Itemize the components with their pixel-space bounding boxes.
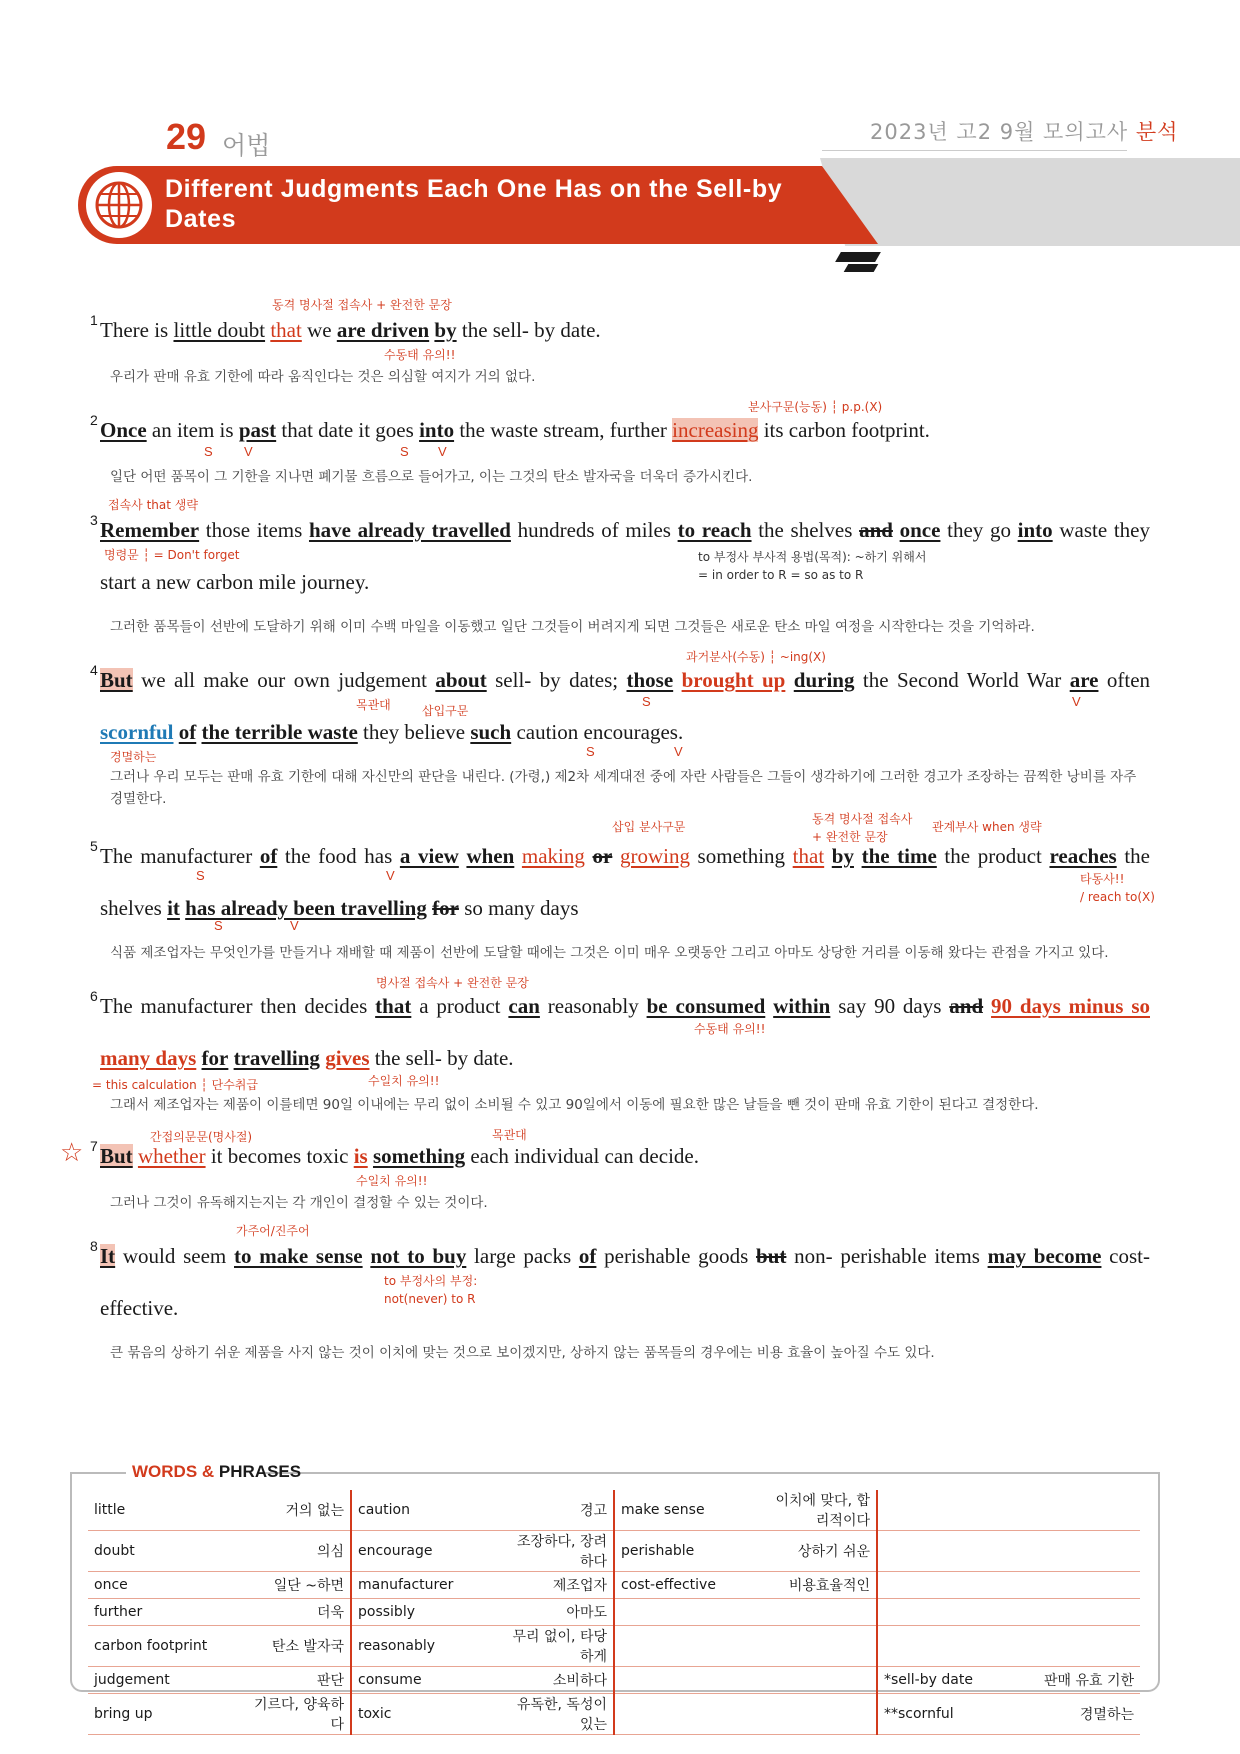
vocab-term: carbon footprint [88, 1626, 238, 1667]
vocab-meaning: 판단 [238, 1667, 351, 1694]
verb-mark: V [674, 744, 683, 759]
vocab-meaning: 경멸하는 [1027, 1694, 1140, 1735]
text [893, 518, 900, 542]
annotation: / reach to(X) [1080, 890, 1155, 904]
text: whether [137, 1144, 206, 1168]
text: the shelves [751, 518, 860, 542]
sentence-7 [90, 1130, 1150, 1182]
text: we all make our own judgement [132, 668, 436, 692]
sentence-number: 8 [90, 1238, 98, 1254]
sentence-number: 7 [90, 1138, 98, 1154]
text: during [793, 668, 855, 692]
passage-title: Different Judgments Each One Has on the Sell-by Dates [165, 175, 783, 233]
verb-mark: V [1072, 694, 1081, 709]
text: so many days [458, 896, 579, 920]
text: gives [325, 1046, 370, 1070]
text: and [859, 518, 893, 542]
text: they go [940, 518, 1018, 542]
title-part: WORDS [132, 1462, 198, 1481]
annotation: to 부정사 부사적 용법(목적): ~하기 위해서 [698, 550, 927, 564]
vocab-meaning: 판매 유효 기한 [1027, 1667, 1140, 1694]
text: the sell- by date. [369, 1046, 514, 1070]
subject-mark: S [400, 444, 409, 459]
vocab-meaning: 아마도 [501, 1599, 614, 1626]
annotation: + 완전한 문장 [812, 830, 888, 844]
annotation: 접속사 that 생략 [108, 498, 198, 512]
text: has already been travelling [185, 896, 427, 920]
translation-7: 그러나 그것이 유독해지는지는 각 개인이 결정할 수 있는 것이다. [110, 1195, 488, 1211]
vocab-term: caution [351, 1490, 501, 1531]
text: can [508, 994, 540, 1018]
text: It [100, 1244, 116, 1268]
text: the waste stream, further [454, 418, 673, 442]
text: say 90 days [830, 994, 950, 1018]
question-type: 어법 [222, 131, 271, 160]
text: we [301, 318, 337, 342]
vocab-term [877, 1531, 1027, 1572]
text [785, 668, 793, 692]
text: be consumed [646, 994, 766, 1018]
text: not to buy [370, 1244, 467, 1268]
text: perishable goods [596, 1244, 757, 1268]
vocab-term: cost-effective [614, 1572, 764, 1599]
vocab-meaning [1027, 1572, 1140, 1599]
table-row [88, 1599, 1140, 1626]
sentence-number: 2 [90, 412, 98, 428]
table-row [88, 1572, 1140, 1599]
text: of [259, 844, 278, 868]
text [673, 668, 681, 692]
text: Remember [100, 518, 200, 542]
translation-6: 그래서 제조업자는 제품이 이를테면 90일 이내에는 무리 없이 소비될 수 있고 90일에서 이동에 필요한 많은 날들을 뺀 것이 판매 유효 기한이 된다고 결정한다. [110, 1097, 1039, 1113]
annotation: 분사구문(능동) ┆ p.p.(X) [748, 400, 883, 414]
vocab-meaning [1027, 1626, 1140, 1667]
vocab-meaning [764, 1694, 877, 1735]
text: but [756, 1244, 787, 1268]
text: they believe [357, 720, 471, 744]
vocab-term: toxic [351, 1694, 501, 1735]
vocab-meaning: 의심 [238, 1531, 351, 1572]
text [854, 844, 862, 868]
translation-4: 그러나 우리 모두는 판매 유효 기한에 대해 자신만의 판단을 내린다. (가령,) 제2차 세계대전 중에 자란 사람들은 그들이 생각하기에 그러한 경고가 조장하는 끔찍한 낭비를 자주 경멸한다. [110, 769, 1137, 807]
text: the sell- by date. [456, 318, 601, 342]
verb-mark: V [386, 868, 395, 883]
annotation: 간접의문문(명사절) [150, 1130, 253, 1144]
table-row [88, 1626, 1140, 1667]
text: the time [861, 844, 937, 868]
vocab-term: make sense [614, 1490, 764, 1531]
vocab-meaning: 이치에 맞다, 합리적이다 [764, 1490, 877, 1531]
vocab-meaning: 소비하다 [501, 1667, 614, 1694]
exam-label-highlight: 분석 [1135, 120, 1179, 144]
vocab-term: judgement [88, 1667, 238, 1694]
text: past [238, 418, 277, 442]
text: of [578, 1244, 597, 1268]
annotation: 명령문 ┆ = Don't forget [104, 548, 240, 562]
text [983, 994, 991, 1018]
title-part: PHRASES [218, 1462, 302, 1481]
vocab-meaning [764, 1626, 877, 1667]
text: the product [936, 844, 1050, 868]
text: or [592, 844, 613, 868]
vocab-term: possibly [351, 1599, 501, 1626]
text [514, 844, 522, 868]
text: it [167, 896, 180, 920]
vocab-term: doubt [88, 1531, 238, 1572]
table-row [88, 1490, 1140, 1531]
sentence-number: 1 [90, 312, 98, 328]
annotation: 타동사!! [1080, 872, 1125, 886]
text: that [270, 318, 302, 342]
table-row [88, 1694, 1140, 1735]
vocab-meaning [1027, 1490, 1140, 1531]
translation-1: 우리가 판매 유효 기한에 따라 움직인다는 것은 의심할 여지가 거의 없다. [110, 369, 536, 385]
subject-mark: S [586, 744, 595, 759]
text [765, 994, 773, 1018]
text: The manufacturer then decides [100, 994, 376, 1018]
text: an item is [146, 418, 239, 442]
sentence-number: 6 [90, 988, 98, 1004]
text: the food has [277, 844, 400, 868]
annotation: 동격 명사절 접속사 + 완전한 문장 [272, 298, 452, 312]
vocab-term [877, 1572, 1027, 1599]
subject-mark: S [642, 694, 651, 709]
text: for [432, 896, 459, 920]
vocab-term [877, 1490, 1027, 1531]
text: brought up [681, 668, 786, 692]
sentence-number: 4 [90, 662, 98, 678]
text: of [178, 720, 197, 744]
text: would seem [115, 1244, 234, 1268]
sentence-6 [90, 980, 1150, 1084]
vocab-meaning: 비용효율적인 [764, 1572, 877, 1599]
vocab-meaning: 상하기 쉬운 [764, 1531, 877, 1572]
vocab-meaning: 기르다, 양육하다 [238, 1694, 351, 1735]
vocab-meaning: 조장하다, 장려하다 [501, 1531, 614, 1572]
text: that date it goes [276, 418, 420, 442]
text: growing [619, 844, 690, 868]
sentence-5 [90, 830, 1150, 934]
vocab-meaning: 일단 ~하면 [238, 1572, 351, 1599]
star-icon: ☆ [60, 1138, 84, 1168]
vocab-term [877, 1599, 1027, 1626]
vocab-meaning: 경고 [501, 1490, 614, 1531]
vocab-term: little [88, 1490, 238, 1531]
text: the terrible waste [201, 720, 358, 744]
vocab-term [614, 1599, 764, 1626]
text: into [419, 418, 455, 442]
text: a product [411, 994, 509, 1018]
vocab-term: further [88, 1599, 238, 1626]
sentence-8 [90, 1230, 1150, 1334]
annotation: = in order to R = so as to R [698, 568, 864, 582]
text: by [434, 318, 457, 342]
text: reasonably [539, 994, 647, 1018]
text: scornful [100, 720, 174, 744]
text: into [1017, 518, 1053, 542]
text: The manufacturer [100, 844, 260, 868]
subject-mark: S [214, 918, 223, 933]
vocab-meaning: 더욱 [238, 1599, 351, 1626]
annotation: 동격 명사절 접속사 [812, 812, 913, 826]
text: making [521, 844, 585, 868]
translation-3: 그러한 품목들이 선반에 도달하기 위해 이미 수백 마일을 이동했고 일단 그것들이 버려지게 되면 그것들은 새로운 탄소 마일 여정을 시작한다는 것을 기억하라. [110, 619, 1035, 635]
text: once [899, 518, 941, 542]
text: caution encourages. [511, 720, 684, 744]
annotation: 수일치 유의!! [368, 1074, 440, 1088]
translation-2: 일단 어떤 품목이 그 기한을 지나면 폐기물 흐름으로 들어가고, 이는 그것의 탄소 발자국을 더욱더 증가시킨다. [110, 469, 753, 485]
sentence-number: 5 [90, 838, 98, 854]
annotation: 경멸하는 [110, 750, 157, 764]
vocab-meaning [1027, 1531, 1140, 1572]
text: that [375, 994, 412, 1018]
sentence-number: 3 [90, 512, 98, 528]
vocab-term: *sell-by date [877, 1667, 1027, 1694]
annotation: 삽입 분사구문 [612, 820, 686, 834]
vocab-term: manufacturer [351, 1572, 501, 1599]
vocab-meaning: 탄소 발자국 [238, 1626, 351, 1667]
text: a view [399, 844, 459, 868]
annotation: 가주어/진주어 [236, 1224, 310, 1238]
text: Once [100, 418, 147, 442]
translation-5: 식품 제조업자는 무엇인가를 만들거나 재배할 때 제품이 선반에 도달할 때에는 그것은 이미 매우 오랫동안 그리고 아마도 상당한 거리를 이동해 왔다는 관점을 가지고 있다. [110, 945, 1109, 961]
annotation: = this calculation ┆ 단수취급 [92, 1078, 258, 1092]
translation-8: 큰 묶음의 상하기 쉬운 제품을 사지 않는 것이 이치에 맞는 것으로 보이겠지만, 상하지 않는 품목들의 경우에는 비용 효율이 높아질 수도 있다. [110, 1345, 935, 1361]
text: reaches [1049, 844, 1117, 868]
divider [822, 150, 1127, 151]
annotation: 수동태 유의!! [694, 1022, 766, 1036]
vocab-meaning: 제조업자 [501, 1572, 614, 1599]
decoration [844, 264, 879, 272]
table-row [88, 1531, 1140, 1572]
text: something [689, 844, 793, 868]
annotation: 수동태 유의!! [384, 348, 456, 362]
table-row [88, 1667, 1140, 1694]
vocab-term [614, 1694, 764, 1735]
subject-mark: S [204, 444, 213, 459]
text: often [1098, 668, 1151, 692]
exam-label [870, 116, 1178, 146]
text: travelling [233, 1046, 320, 1070]
text: But [100, 1144, 133, 1168]
text: by [831, 844, 854, 868]
text: is [353, 1144, 368, 1168]
text: that [792, 844, 825, 868]
vocab-term: encourage [351, 1531, 501, 1572]
text: something [372, 1144, 466, 1168]
text: the shelves [100, 844, 1150, 920]
text: within [773, 994, 831, 1018]
sentence-1 [90, 304, 1150, 356]
text [824, 844, 832, 868]
annotation: not(never) to R [384, 1292, 476, 1306]
decoration [835, 252, 881, 262]
vocab-term [614, 1667, 764, 1694]
vocab-meaning [764, 1667, 877, 1694]
vocab-term: consume [351, 1667, 501, 1694]
text: have already travelled [308, 518, 511, 542]
text: to make sense [234, 1244, 363, 1268]
text: large packs [466, 1244, 579, 1268]
annotation: to 부정사의 부정: [384, 1274, 478, 1288]
vocab-term: bring up [88, 1694, 238, 1735]
vocab-term [614, 1626, 764, 1667]
text: it becomes toxic [205, 1144, 354, 1168]
annotation: 과거분사(수동) ┆ ~ing(X) [686, 650, 826, 664]
text: waste they start a new carbon mile journey. [100, 518, 1150, 594]
vocab-term: **scornful [877, 1694, 1027, 1735]
annotation: 목관대 [492, 1128, 527, 1142]
verb-mark: V [290, 918, 299, 933]
title-part: & [201, 1462, 215, 1481]
vocab-meaning: 무리 없이, 타당하게 [501, 1626, 614, 1667]
annotation: 삽입구문 [422, 704, 469, 718]
annotation: 관계부사 when 생략 [932, 820, 1042, 834]
verb-mark: V [438, 444, 447, 459]
text: hundreds of miles [510, 518, 678, 542]
sentence-3 [90, 504, 1150, 608]
exam-label-text: 2023년 고2 9월 모의고사 [870, 120, 1136, 144]
vocab-term: once [88, 1572, 238, 1599]
text: its carbon footprint. [758, 418, 930, 442]
text: are driven [336, 318, 430, 342]
globe-icon [86, 172, 152, 238]
vocab-meaning [764, 1599, 877, 1626]
vocab-term [877, 1626, 1027, 1667]
text: about [435, 668, 487, 692]
vocab-meaning [1027, 1599, 1140, 1626]
text: sell- by dates; [486, 668, 627, 692]
text: those [626, 668, 674, 692]
text: may become [987, 1244, 1102, 1268]
vocab-meaning: 유독한, 독성이 있는 [501, 1694, 614, 1735]
text: for [201, 1046, 229, 1070]
text: when [466, 844, 515, 868]
subject-mark: S [196, 868, 205, 883]
sentence-4 [90, 654, 1151, 758]
vocab-meaning: 거의 없는 [238, 1490, 351, 1531]
text: and [949, 994, 984, 1018]
vocab-table [88, 1490, 1140, 1735]
text: each individual can decide. [465, 1144, 699, 1168]
text: cost- effective. [100, 1244, 1150, 1320]
text: But [100, 668, 133, 692]
text: little doubt [173, 318, 266, 342]
text: the Second World War [854, 668, 1070, 692]
text: those items [199, 518, 309, 542]
text: to reach [677, 518, 752, 542]
text: non- perishable items [786, 1244, 988, 1268]
words-phrases-title [132, 1462, 301, 1482]
text [612, 844, 620, 868]
title-band-shadow [820, 158, 1240, 246]
question-number: 29 [166, 116, 207, 157]
text: are [1069, 668, 1099, 692]
text: such [470, 720, 512, 744]
text [585, 844, 593, 868]
text: 90 days minus so many days [100, 994, 1150, 1070]
vocab-term: reasonably [351, 1626, 501, 1667]
sentence-2 [90, 404, 1150, 456]
verb-mark: V [244, 444, 253, 459]
annotation: 수일치 유의!! [356, 1174, 428, 1188]
text: increasing [672, 418, 759, 442]
annotation: 명사절 접속사 + 완전한 문장 [376, 976, 529, 990]
vocab-term: perishable [614, 1531, 764, 1572]
annotation: 목관대 [356, 698, 391, 712]
text: There is [100, 318, 174, 342]
